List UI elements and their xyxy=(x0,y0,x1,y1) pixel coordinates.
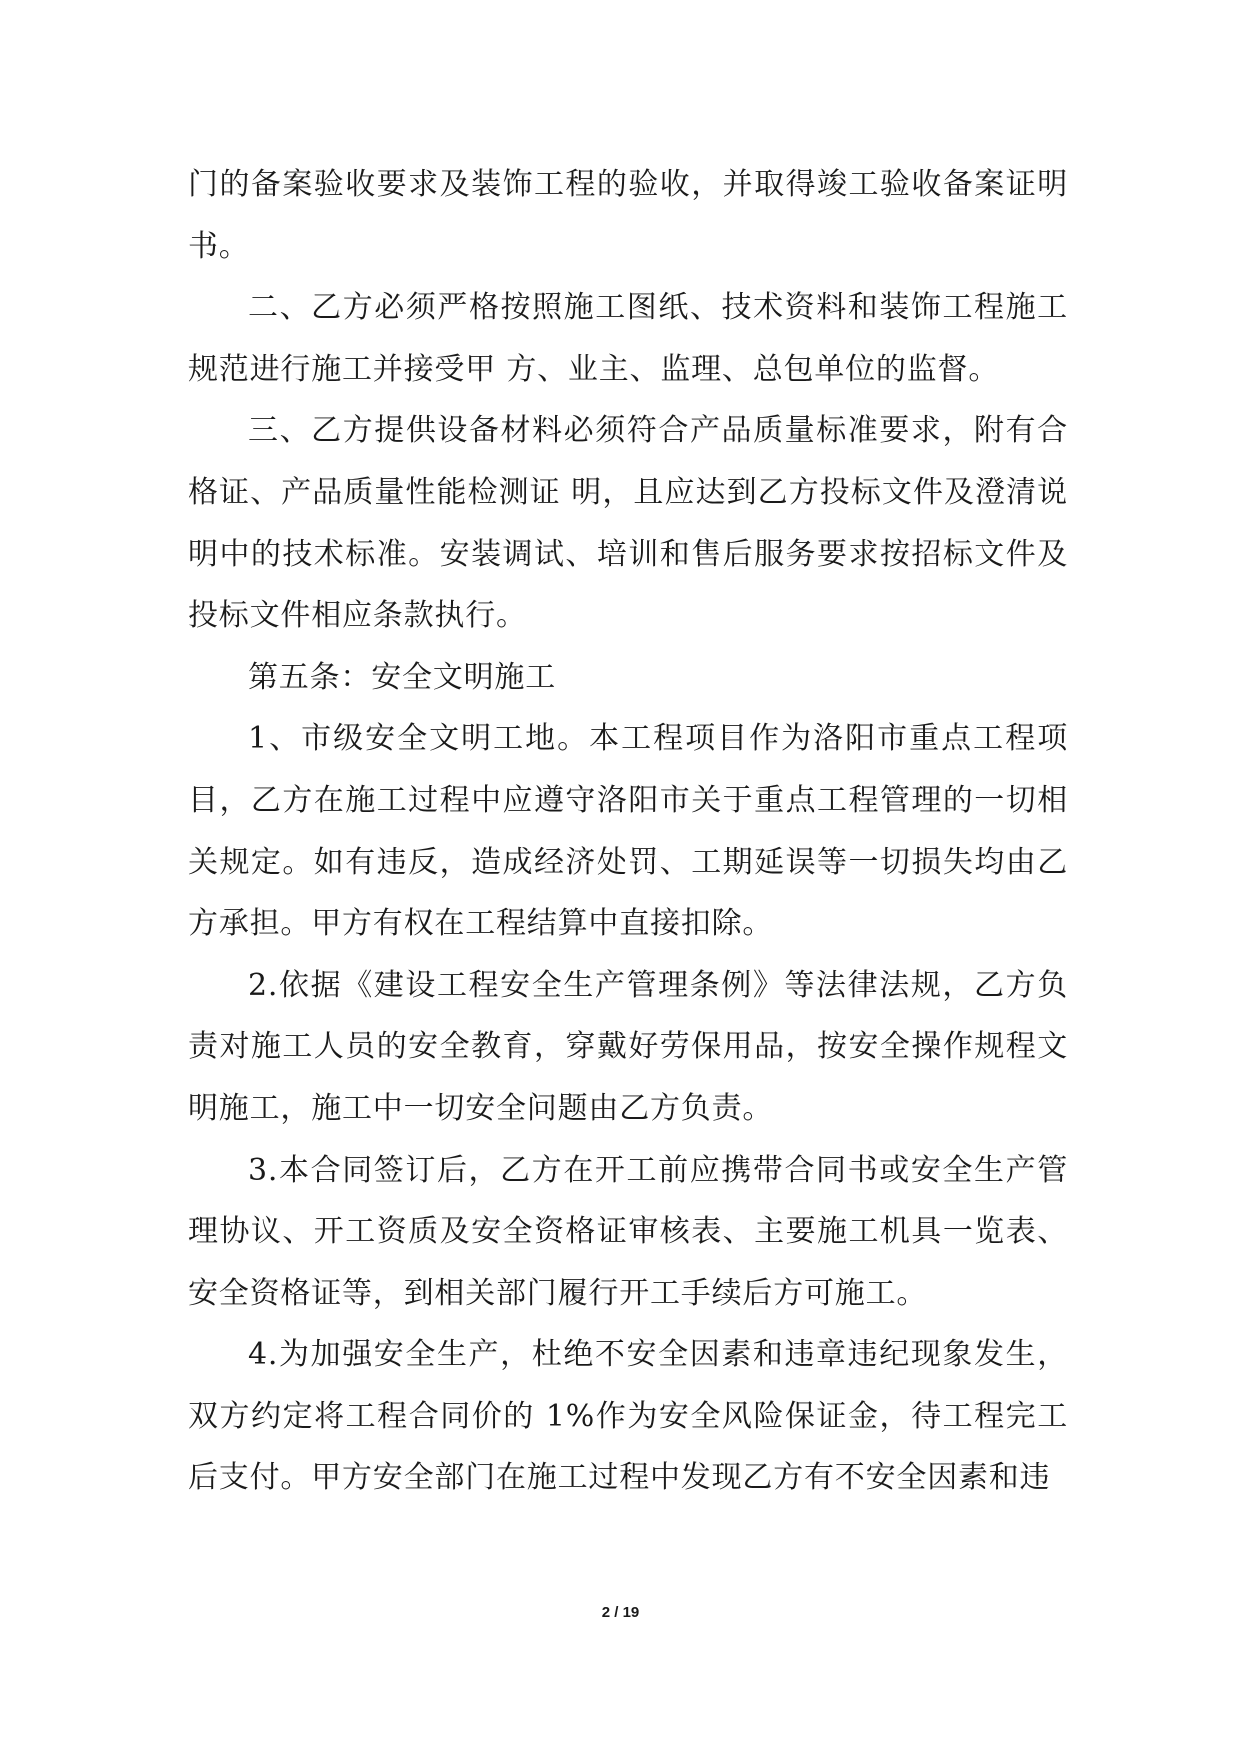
section-heading-article-5: 第五条：安全文明施工 xyxy=(248,659,556,695)
paragraph-item-3: 3.本合同签订后，乙方在开工前应携带合同书或安全生产管理协议、开工资质及安全资格证审核表、主要施工机具一览表、安全资格证等，到相关部门履行开工手续后方可施工。 xyxy=(188,1152,1068,1311)
paragraph-continuation: 门的备案验收要求及装饰工程的验收，并取得竣工验收备案证明书。 xyxy=(188,167,1068,264)
page-number: 2 / 19 xyxy=(601,1604,640,1621)
paragraph-item-4: 4.为加强安全生产，杜绝不安全因素和违章违纪现象发生，双方约定将工程合同价的 1%作为安全风险保证金，待工程完工后支付。甲方安全部门在施工过程中发现乙方有不安全因素和违 xyxy=(188,1337,1068,1496)
paragraph-item-1: 1、市级安全文明工地。本工程项目作为洛阳市重点工程项目，乙方在施工过程中应遵守洛阳市关于重点工程管理的一切相关规定。如有违反，造成经济处罚、工期延误等一切损失均由乙方承担。甲方有权在工程结算中直接扣除。 xyxy=(188,721,1068,942)
paragraph-clause-2: 二、乙方必须严格按照施工图纸、技术资料和装饰工程施工规范进行施工并接受甲 方、业主、监理、总包单位的监督。 xyxy=(188,290,1068,387)
paragraph-clause-3: 三、乙方提供设备材料必须符合产品质量标准要求，附有合格证、产品质量性能检测证 明，且应达到乙方投标文件及澄清说明中的技术标准。安装调试、培训和售后服务要求按招标文件及投标文件相应条款执行。 xyxy=(188,413,1068,634)
paragraph-item-2: 2.依据《建设工程安全生产管理条例》等法律法规，乙方负责对施工人员的安全教育，穿戴好劳保用品，按安全操作规程文明施工，施工中一切安全问题由乙方负责。 xyxy=(188,967,1068,1126)
document-body xyxy=(188,154,1068,1509)
